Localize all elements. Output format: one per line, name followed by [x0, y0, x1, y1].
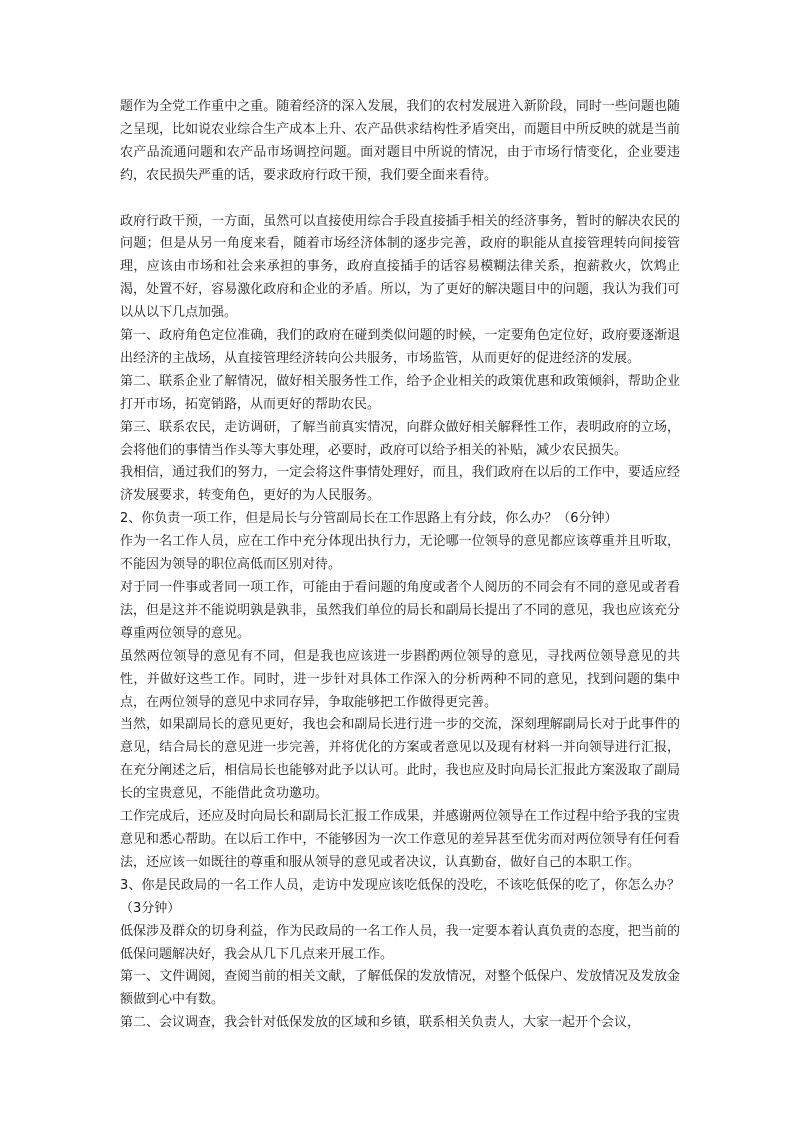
paragraph-q2-answer-2: 对于同一件事或者同一项工作，可能由于看问题的角度或者个人阅历的不同会有不同的意见或者看法，但是这并不能说明孰是孰非，虽然我们单位的局长和副局长提出了不同的意见，我也应该充分尊重两位领导的意见。 [120, 580, 680, 641]
paragraph-point-1: 第一、政府角色定位准确，我们的政府在碰到类似问题的时候，一定要角色定位好，政府要逐渐退出经济的主战场，从直接管理经济转向公共服务，市场监管，从而更好的促进经济的发展。 [120, 328, 680, 366]
paragraph-gap [120, 188, 680, 211]
document-body [120, 96, 680, 1035]
paragraph-point-2: 第二、联系企业了解情况，做好相关服务性工作，给予企业相关的政策优惠和政策倾斜，帮助企业打开市场，拓宽销路，从而更好的帮助农民。 [120, 373, 680, 412]
paragraph-q2-answer-4: 当然，如果副局长的意见更好，我也会和副局长进行进一步的交流，深刻理解副局长对于此事件的意见，结合局长的意见进一步完善，并将优化的方案或者意见以及现有材料一并向领导进行汇报，在充分阐述之后，相信局长也能够对此予以认可。此时，我也应及时向局长汇报此方案汲取了副局长的宝贵意见，不能借此贪功邀功。 [120, 717, 680, 802]
paragraph-q3-step-1: 第一、文件调阅，查阅当前的相关文献，了解低保的发放情况，对整个低保户、发放情况及发放金额做到心中有数。 [120, 969, 680, 1008]
paragraph-q3-step-2: 第二、会议调查，我会针对低保发放的区域和乡镇，联系相关负责人，大家一起开个会议， [120, 1015, 641, 1031]
question-3-heading: 3、你是民政局的一名工作人员，走访中发现应该吃低保的没吃，不该吃低保的吃了，你怎么办？（3分钟） [120, 877, 680, 916]
paragraph-q2-answer-1: 作为一名工作人员，应在工作中充分体现出执行力，无论哪一位领导的意见都应该尊重并且听取，不能因为领导的职位高低而区别对待。 [120, 534, 680, 573]
paragraph-q2-answer-5: 工作完成后，还应及时向局长和副局长汇报工作成果，并感谢两位领导在工作过程中给予我的宝贵意见和悉心帮助。在以后工作中，不能够因为一次工作意见的差异甚至优劣而对两位领导有任何看法，还应该一如既往的尊重和服从领导的意见或者决议，认真勤奋，做好自己的本职工作。 [120, 809, 680, 870]
paragraph-admin-intervention: 政府行政干预，一方面，虽然可以直接使用综合手段直接插手相关的经济事务，暂时的解决农民的问题；但是从另一角度来看，随着市场经济体制的逐步完善，政府的职能从直接管理转向间接管理，应该由市场和社会来承担的事务，政府直接插手的话容易模糊法律关系，抱薪救火，饮鸩止渴，处置不好，容易激化政府和企业的矛盾。所以，为了更好的解决题目中的问题，我认为我们可以从以下几点加强。 [120, 213, 680, 321]
paragraph-point-3: 第三、联系农民，走访调研，了解当前真实情况，向群众做好相关解释性工作，表明政府的立场，会将他们的事情当作头等大事处理，必要时，政府可以给予相关的补贴，减少农民损失。 [120, 419, 680, 458]
paragraph-conclusion-1: 我相信，通过我们的努力，一定会将这件事情处理好，而且，我们政府在以后的工作中，要适应经济发展要求，转变角色，更好的为人民服务。 [120, 465, 680, 504]
paragraph-q3-answer-1: 低保涉及群众的切身利益，作为民政局的一名工作人员，我一定要本着认真负责的态度，把当前的低保问题解决好，我会从几下几点来开展工作。 [120, 923, 680, 962]
paragraph-q2-answer-3: 虽然两位领导的意见有不同，但是我也应该进一步斟酌两位领导的意见，寻找两位领导意见的共性，并做好这些工作。同时，进一步针对具体工作深入的分析两种不同的意见，找到问题的集中点，在两位领导的意见中求同存异，争取能够把工作做得更完善。 [120, 648, 680, 710]
paragraph-intro-continued: 题作为全党工作重中之重。随着经济的深入发展，我们的农村发展进入新阶段，同时一些问题也随之呈现，比如说农业综合生产成本上升、农产品供求结构性矛盾突出，而题目中所反映的就是当前农产品流通问题和农产品市场调控问题。面对题目中所说的情况，由于市场行情变化，企业要违约，农民损失严重的话，要求政府行政干预，我们要全面来看待。 [120, 99, 680, 183]
question-2-heading: 2、你负责一项工作，但是局长与分管副局长在工作思路上有分歧，你么办？（6分钟） [120, 511, 618, 527]
